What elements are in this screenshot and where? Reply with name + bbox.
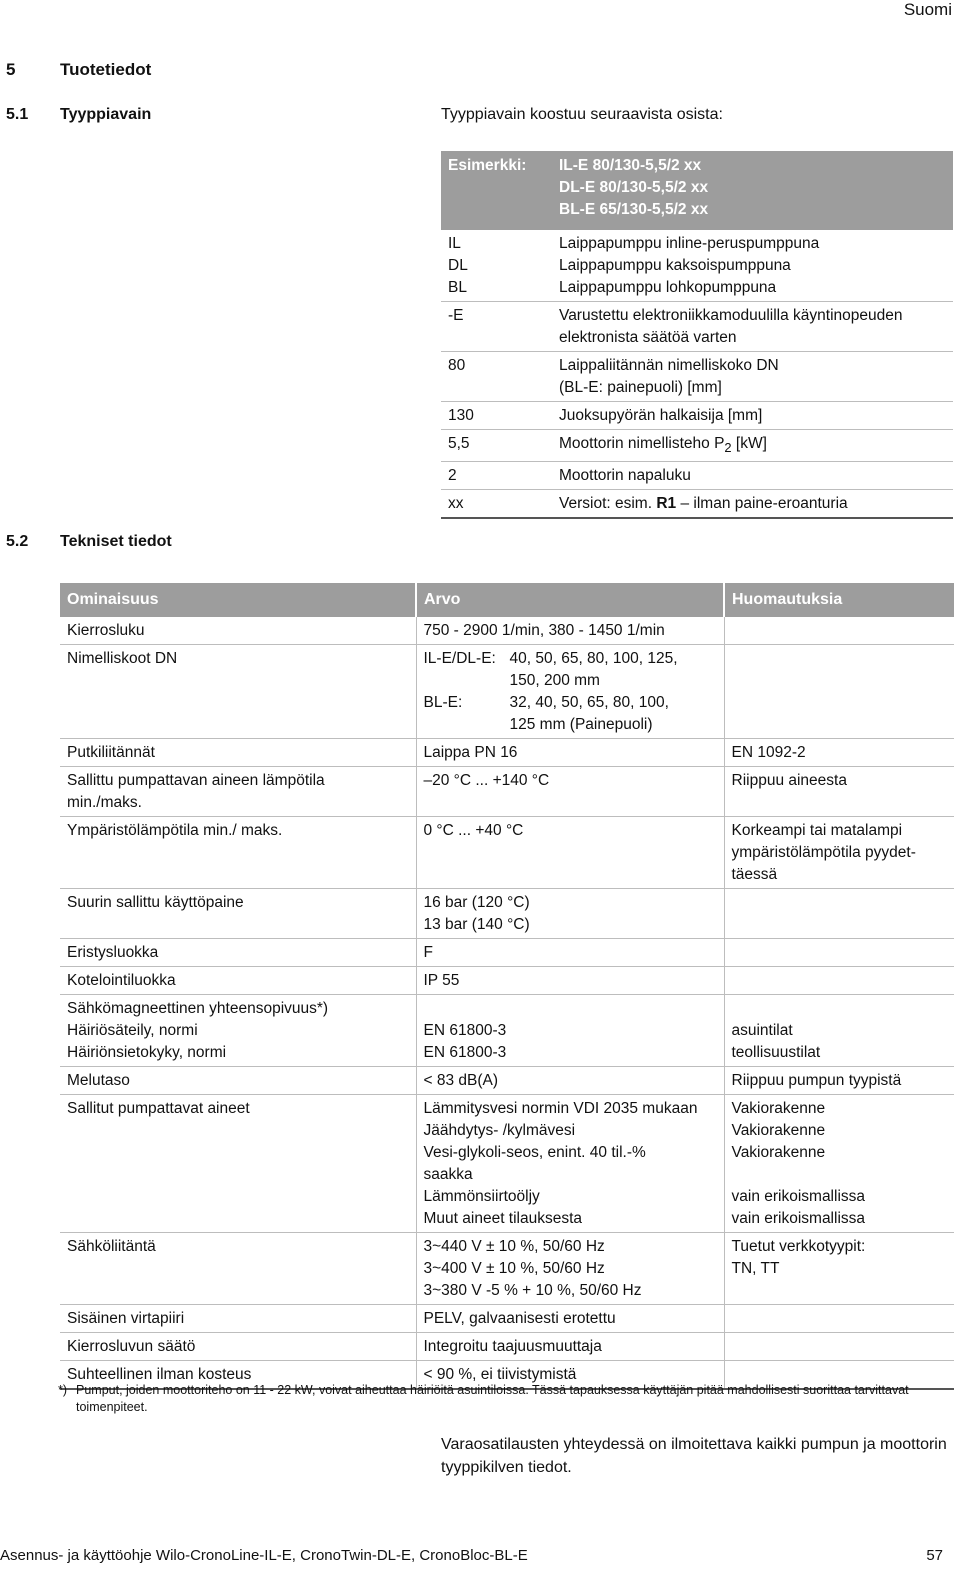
value-cell: [416, 889, 724, 939]
table-row: [60, 1333, 954, 1361]
type-key-table: [441, 151, 953, 519]
type-key-code: BL: [448, 279, 467, 296]
table-row: [60, 1233, 954, 1305]
value-cell: [416, 939, 724, 967]
note-cell-line: [732, 998, 948, 1020]
example-line: DL-E 80/130-5,5/2 xx: [559, 179, 709, 196]
footer-text: Asennus- ja käyttöohje Wilo-CronoLine-IL-E, CronoTwin-DL-E, CronoBloc-BL-E: [0, 1547, 528, 1564]
type-key-desc: Moottorin nimellisteho P: [559, 435, 725, 452]
value-cell: [416, 1333, 724, 1361]
dn-values: 125 mm (Painepuoli): [509, 716, 653, 733]
property-cell: [60, 939, 416, 967]
note-cell-line: Vakiorakenne: [731, 1100, 826, 1117]
property-cell: [60, 1333, 416, 1361]
note-cell-line: Vakiorakenne: [731, 1144, 826, 1161]
note-cell-line: asuintilat: [731, 1022, 793, 1039]
type-key-desc: Laippapumppu kaksoispumppuna: [559, 257, 791, 274]
section-52-number: 5.2: [6, 533, 29, 550]
property-cell-line: Sisäinen virtapiiri: [67, 1310, 185, 1327]
type-key-row: [441, 462, 953, 490]
property-cell-line: min./maks.: [67, 794, 142, 811]
value-cell: [416, 767, 724, 817]
type-key-desc: Juoksupyörän halkaisija [mm]: [559, 407, 763, 424]
note-cell: [724, 617, 954, 645]
property-cell-line: Ympäristölämpötila min./ maks.: [67, 822, 283, 839]
type-key-row: [441, 430, 953, 462]
property-cell: [60, 617, 416, 645]
property-cell: [60, 1067, 416, 1095]
footnote-mark: *): [58, 1383, 68, 1397]
type-key-code: 130: [448, 407, 474, 424]
note-cell-line: TN, TT: [731, 1260, 780, 1277]
dn-values: 40, 50, 65, 80, 100, 125,: [509, 650, 678, 667]
type-key-row: [441, 402, 953, 430]
value-cell: [416, 1067, 724, 1095]
type-key-desc-suffix: – ilman paine-eroanturia: [676, 495, 848, 513]
note-cell: [724, 1067, 954, 1095]
property-cell: [60, 889, 416, 939]
type-key-desc: Varustettu elektroniikkamoduulilla käyntinopeuden: [559, 307, 903, 324]
note-cell: [724, 767, 954, 817]
note-cell-line: Riippuu aineesta: [731, 772, 847, 789]
table-row: [60, 767, 954, 817]
property-cell-line: Kierrosluvun säätö: [67, 1338, 196, 1355]
type-key-code: 80: [448, 357, 466, 374]
note-cell: [724, 995, 954, 1067]
column-header: Huomautuksia: [724, 583, 954, 617]
section-51-title: Tyyppiavain: [60, 106, 152, 123]
table-header-row: [60, 583, 954, 617]
table-row: [60, 889, 954, 939]
property-cell: [60, 645, 416, 739]
note-cell: [724, 1095, 954, 1233]
value-cell-line: saakka: [423, 1166, 473, 1183]
value-cell-line: Muut aineet tilauksesta: [423, 1210, 583, 1227]
note-cell-line: EN 1092-2: [731, 744, 806, 761]
page-number: 57: [926, 1547, 943, 1564]
dn-label: IL-E/DL-E:: [423, 650, 496, 667]
table-row: [60, 645, 954, 739]
type-key-desc: Versiot: esim.: [559, 495, 657, 513]
type-key-desc: Laippapumppu lohkopumppuna: [559, 279, 777, 296]
value-cell-line: [424, 998, 717, 1020]
property-cell-line: Putkiliitännät: [67, 744, 155, 761]
property-cell-line: Suurin sallittu käyttöpaine: [67, 894, 244, 911]
type-key-desc-suffix: [kW]: [731, 435, 767, 452]
value-cell-line: Vesi-glykoli-seos, enint. 40 til.-%: [423, 1144, 646, 1161]
value-cell: [416, 967, 724, 995]
type-key-code: -E: [448, 307, 464, 324]
note-cell-line: vain erikoismallissa: [731, 1188, 866, 1205]
value-cell-line: < 90 %, ei tiivistymistä: [423, 1366, 577, 1383]
technical-data-table: [60, 583, 954, 1390]
note-cell: [724, 967, 954, 995]
type-key-desc: Moottorin napaluku: [559, 467, 691, 485]
value-cell: [416, 1233, 724, 1305]
property-cell: [60, 817, 416, 889]
property-cell-line: Eristysluokka: [67, 944, 159, 961]
type-key-row: [441, 302, 953, 352]
table-row: [60, 939, 954, 967]
value-cell-line: 0 °C ... +40 °C: [423, 822, 524, 839]
value-cell-line: Integroitu taajuusmuuttaja: [423, 1338, 602, 1355]
subscript: 2: [724, 440, 732, 456]
section-51-number: 5.1: [6, 106, 29, 123]
example-line: BL-E 65/130-5,5/2 xx: [559, 201, 709, 218]
language-label: Suomi: [903, 0, 952, 19]
value-cell-line: EN 61800-3: [423, 1022, 507, 1039]
value-cell-line: Jäähdytys- /kylmävesi: [423, 1122, 576, 1139]
table-row: [60, 739, 954, 767]
example-line: IL-E 80/130-5,5/2 xx: [559, 157, 702, 174]
value-cell-line: IP 55: [423, 972, 460, 989]
type-key-desc: Laippaliitännän nimelliskoko DN: [559, 357, 779, 374]
property-cell-line: Häiriösäteily, normi: [67, 1022, 198, 1039]
type-key-code: DL: [448, 257, 468, 274]
note-cell: [724, 939, 954, 967]
note-cell: [724, 645, 954, 739]
footnote-text: Pumput, joiden moottoriteho on 11 - 22 kW, voivat aiheuttaa häiriöitä asuintiloissa. Tässä tapauksessa käyttäjän pitää mahdollisesti suorittaa tarvittavat toimenpiteet.: [76, 1383, 909, 1414]
property-cell: [60, 1233, 416, 1305]
type-key-row: [441, 490, 953, 519]
type-key-desc: elektronista säätöä varten: [559, 329, 737, 346]
property-cell-line: Sallittu pumpattavan aineen lämpötila: [67, 772, 325, 789]
table-row: [60, 817, 954, 889]
value-cell-line: F: [423, 944, 433, 961]
property-cell: [60, 1095, 416, 1233]
property-cell: [60, 967, 416, 995]
property-cell: [60, 739, 416, 767]
note-cell-line: Riippuu pumpun tyypistä: [731, 1072, 902, 1089]
note-cell: [724, 889, 954, 939]
note-cell-line: teollisuustilat: [731, 1044, 821, 1061]
example-label: Esimerkki:: [448, 157, 527, 174]
note-cell: [724, 1305, 954, 1333]
property-cell-line: Suhteellinen ilman kosteus: [67, 1366, 252, 1383]
value-cell-line: Lämmitysvesi normin VDI 2035 mukaan: [423, 1100, 698, 1117]
table-row: [60, 1305, 954, 1333]
note-cell: [724, 1233, 954, 1305]
table-row: [60, 617, 954, 645]
property-cell-line: Kierrosluku: [67, 622, 145, 639]
value-cell-line: –20 °C ... +140 °C: [423, 772, 550, 789]
value-cell-line: Lämmönsiirtoöljy: [423, 1188, 540, 1205]
value-cell-line: PELV, galvaanisesti erotettu: [423, 1310, 616, 1327]
column-header: Ominaisuus: [60, 583, 416, 617]
type-key-header: [441, 151, 953, 230]
property-cell: [60, 767, 416, 817]
value-cell-line: 750 - 2900 1/min, 380 - 1450 1/min: [423, 622, 665, 639]
type-key-desc: (BL-E: painepuoli) [mm]: [559, 379, 722, 396]
value-cell: [416, 617, 724, 645]
dn-label: BL-E:: [423, 694, 463, 711]
value-cell: [416, 739, 724, 767]
value-cell-line: 3~440 V ± 10 %, 50/60 Hz: [423, 1238, 605, 1255]
value-cell-line: 16 bar (120 °C): [423, 894, 530, 911]
note-cell-line: Vakiorakenne: [731, 1122, 826, 1139]
type-key-code: IL: [448, 235, 461, 252]
note-cell-line: Korkeampi tai matalampi: [731, 822, 903, 839]
dn-values: 150, 200 mm: [509, 672, 600, 689]
table-row: [60, 1095, 954, 1233]
note-cell-line: [732, 1164, 948, 1186]
table-row: [60, 1067, 954, 1095]
value-cell: [416, 1095, 724, 1233]
value-cell: [416, 817, 724, 889]
type-key-code: 2: [448, 467, 457, 485]
type-key-intro: Tyyppiavain koostuu seuraavista osista:: [441, 106, 723, 123]
type-key-desc: Laippapumppu inline-peruspumppuna: [559, 235, 820, 252]
value-cell-line: 13 bar (140 °C): [423, 916, 530, 933]
property-cell-line: Nimelliskoot DN: [67, 650, 178, 667]
value-cell: [416, 645, 724, 739]
note-cell: [724, 739, 954, 767]
dn-values: 32, 40, 50, 65, 80, 100,: [509, 694, 669, 711]
property-cell-line: Häiriönsietokyky, normi: [67, 1044, 227, 1061]
spare-parts-note: Varaosatilausten yhteydessä on ilmoitettava kaikki pumpun ja moottorin tyyppikilven tiedot.: [441, 1436, 947, 1476]
value-cell-line: 3~380 V -5 % + 10 %, 50/60 Hz: [423, 1282, 642, 1299]
section-5-title: Tuotetiedot: [60, 60, 152, 79]
value-cell-line: Laippa PN 16: [423, 744, 518, 761]
example-values: [559, 155, 708, 221]
note-cell-line: täessä: [731, 866, 778, 883]
note-cell-line: ympäristölämpötila pyydet-: [731, 844, 916, 861]
section-52-title: Tekniset tiedot: [60, 533, 172, 550]
type-key-code: xx: [448, 495, 464, 513]
version-code: R1: [656, 495, 677, 513]
property-cell-line: Kotelointiluokka: [67, 972, 176, 989]
value-cell: [416, 1305, 724, 1333]
footnote: [60, 1382, 950, 1416]
type-key-row: [441, 230, 953, 302]
type-key-code: 5,5: [448, 435, 470, 452]
table-row: [60, 995, 954, 1067]
property-cell-line: Sähkömagneettinen yhteensopivuus*): [67, 1000, 329, 1017]
note-cell-line: vain erikoismallissa: [731, 1210, 866, 1227]
type-key-row: [441, 352, 953, 402]
table-row: [60, 967, 954, 995]
property-cell: [60, 995, 416, 1067]
property-cell-line: Sähköliitäntä: [67, 1238, 156, 1255]
column-header: Arvo: [416, 583, 724, 617]
property-cell-line: Melutaso: [67, 1072, 130, 1089]
value-cell: [416, 995, 724, 1067]
value-cell-line: EN 61800-3: [423, 1044, 507, 1061]
value-cell-line: < 83 dB(A): [423, 1072, 499, 1089]
note-cell: [724, 817, 954, 889]
value-cell-line: 3~400 V ± 10 %, 50/60 Hz: [423, 1260, 605, 1277]
note-cell: [724, 1333, 954, 1361]
section-5-number: 5: [6, 60, 16, 79]
property-cell: [60, 1305, 416, 1333]
note-cell-line: Tuetut verkkotyypit:: [731, 1238, 866, 1255]
property-cell-line: Sallitut pumpattavat aineet: [67, 1100, 250, 1117]
